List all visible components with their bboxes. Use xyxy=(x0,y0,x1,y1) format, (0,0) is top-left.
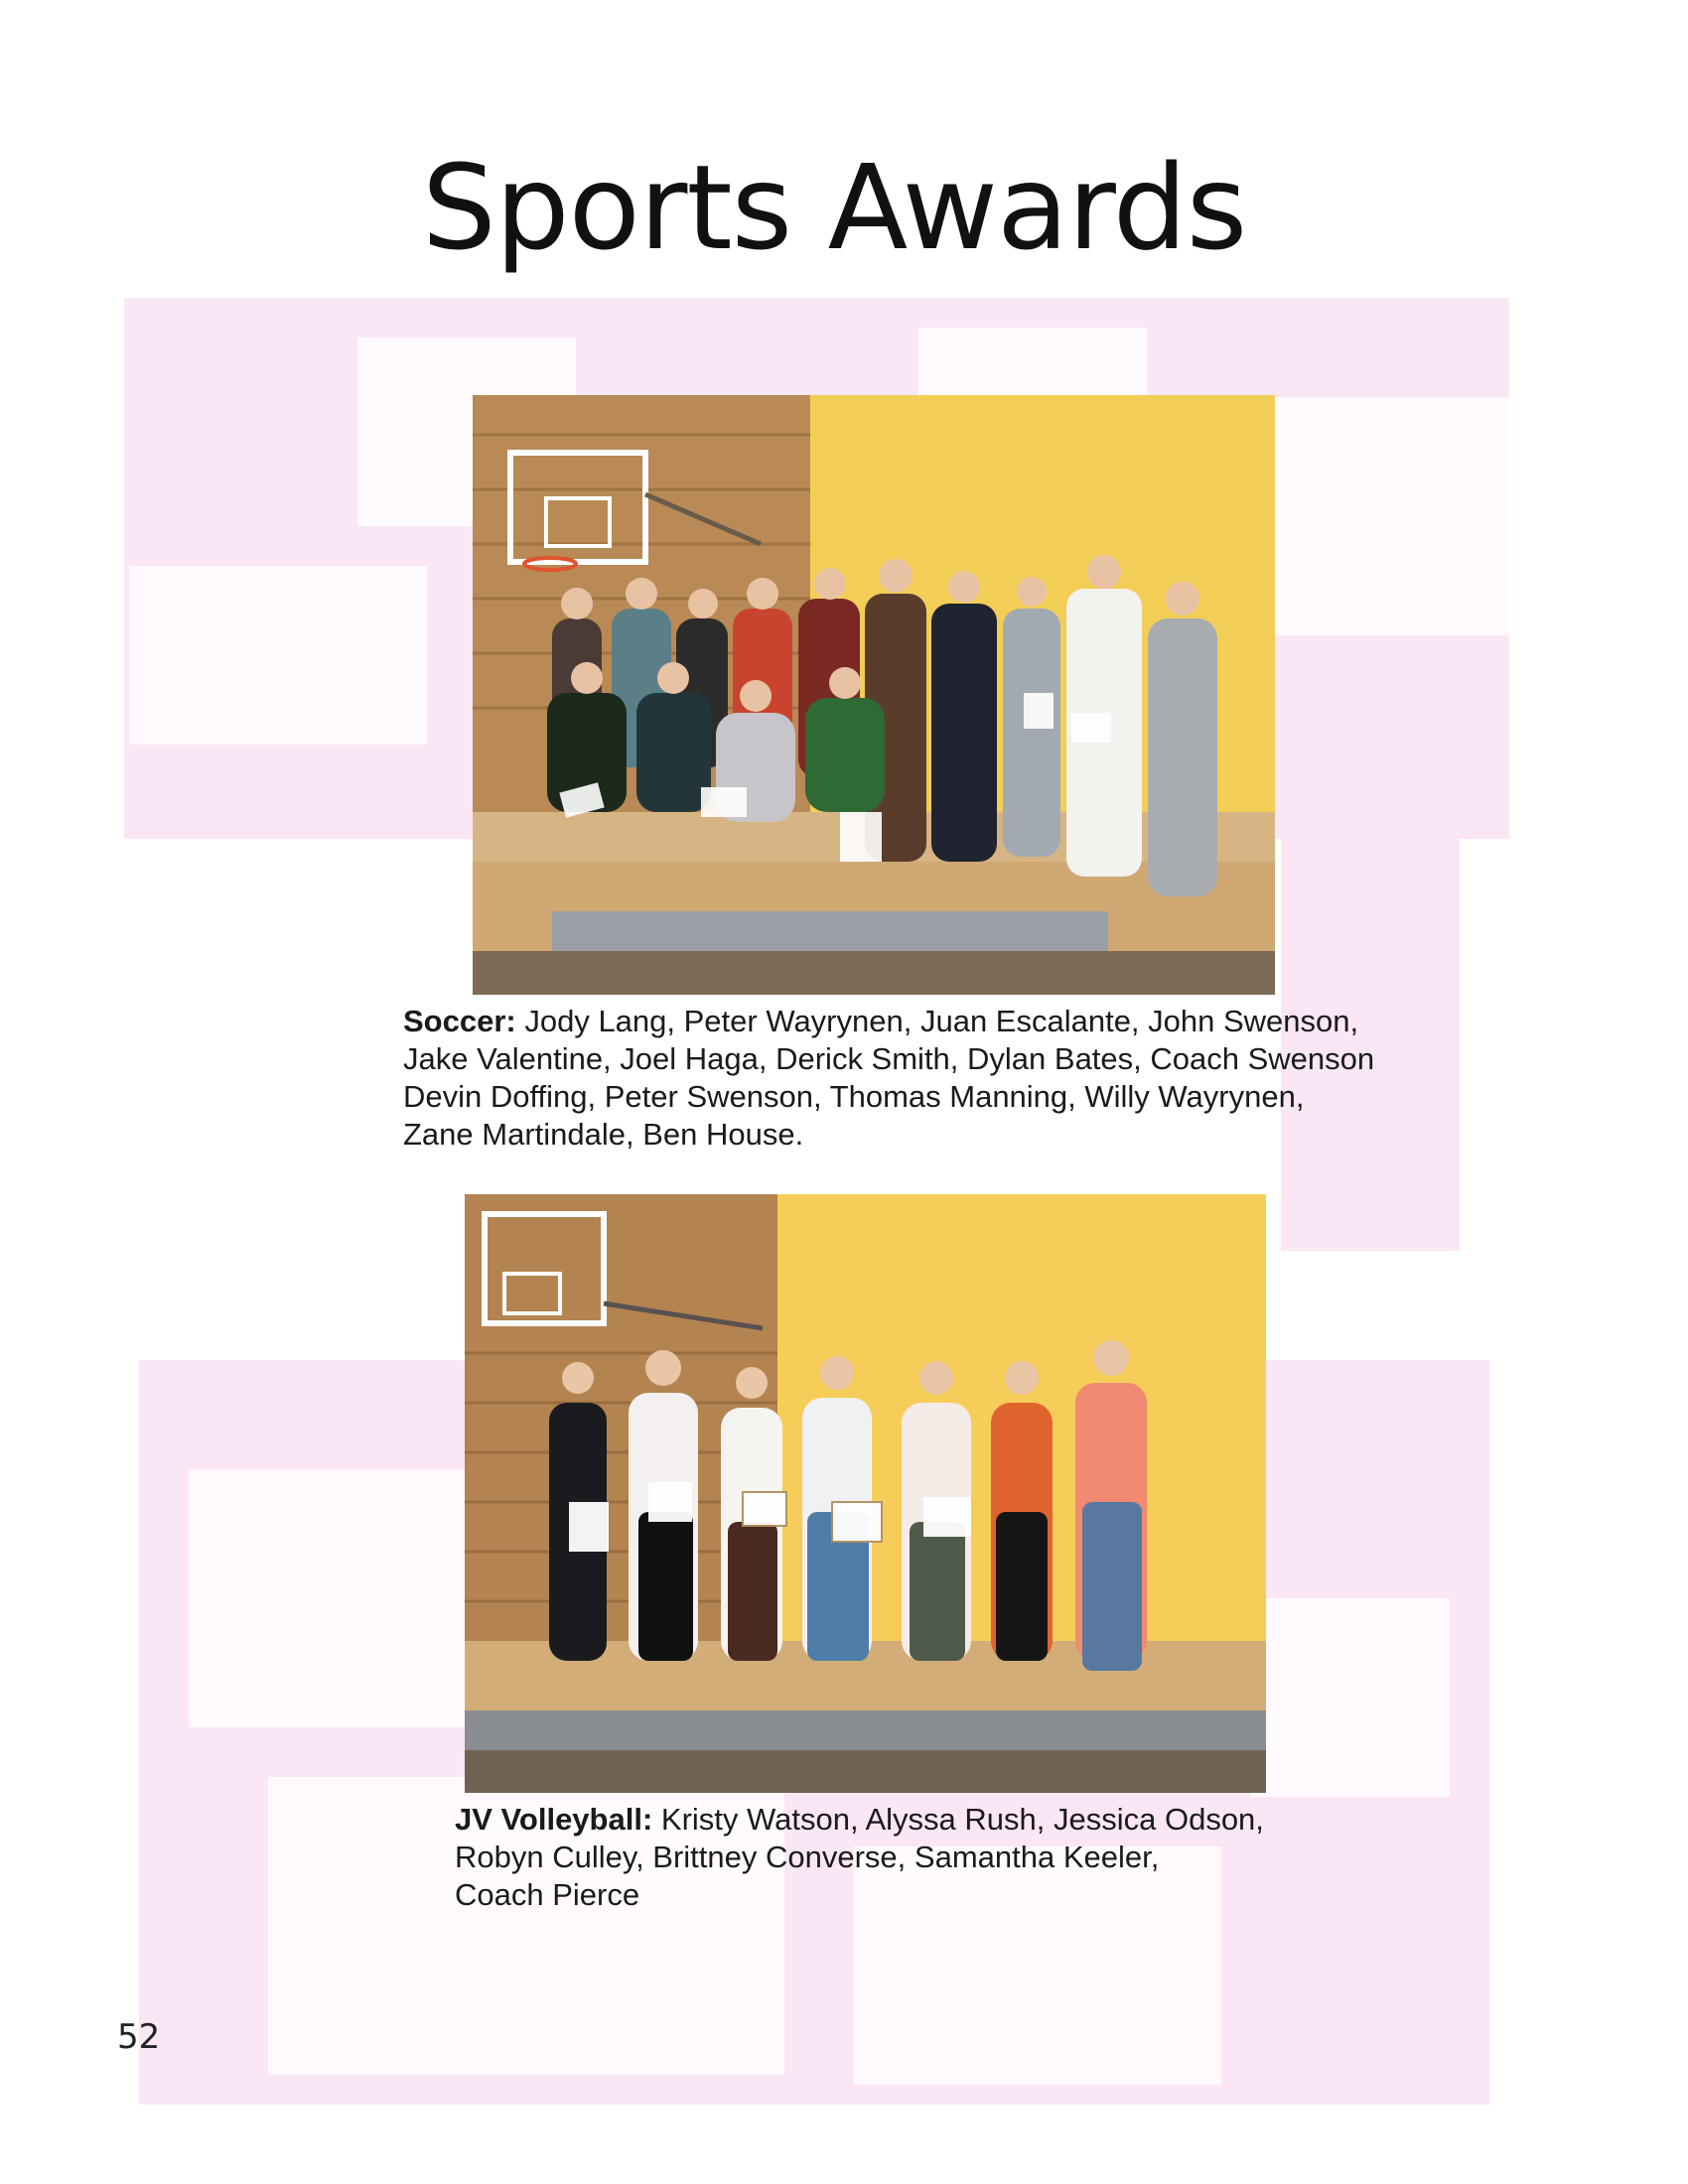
caption-line: Zane Martindale, Ben House. xyxy=(403,1117,804,1152)
jv-volleyball-team-photo xyxy=(465,1194,1266,1793)
caption-line: Soccer: Jody Lang, Peter Wayrynen, Juan Escalante, John Swenson, xyxy=(403,1004,1359,1038)
page-title: Sports Awards xyxy=(421,139,1247,276)
soccer-caption xyxy=(403,1003,1374,1154)
caption-line: Jake Valentine, Joel Haga, Derick Smith, Dylan Bates, Coach Swenson xyxy=(403,1041,1375,1076)
page-number: 52 xyxy=(117,2017,161,2057)
background-white-tile xyxy=(189,1469,487,1727)
background-white-tile xyxy=(1251,1598,1450,1797)
caption-line: JV Volleyball: Kristy Watson, Alyssa Rush, Jessica Odson, xyxy=(455,1802,1264,1837)
background-white-tile xyxy=(1271,397,1509,635)
soccer-team-photo xyxy=(473,395,1275,995)
caption-line: Coach Pierce xyxy=(455,1877,640,1912)
caption-label: Soccer: xyxy=(403,1004,516,1038)
background-white-tile xyxy=(129,566,427,745)
jv-volleyball-caption xyxy=(455,1801,1264,1914)
caption-line: Devin Doffing, Peter Swenson, Thomas Manning, Willy Wayrynen, xyxy=(403,1079,1305,1114)
caption-label: JV Volleyball: xyxy=(455,1802,653,1837)
caption-line: Robyn Culley, Brittney Converse, Samantha Keeler, xyxy=(455,1840,1160,1874)
